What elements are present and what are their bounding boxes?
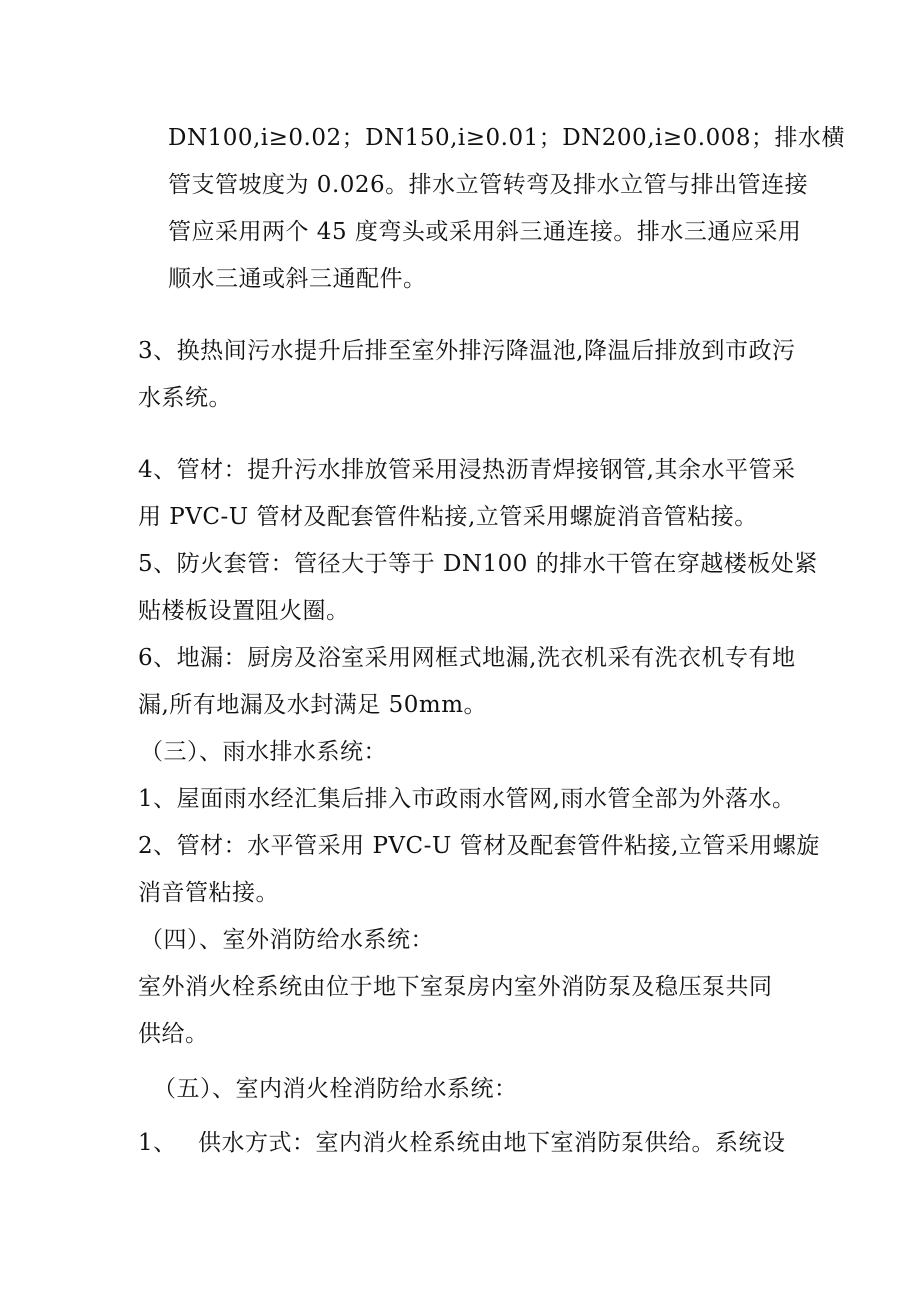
paragraph-line: 1、屋面雨水经汇集后排入市政雨水管网,雨水管全部为外落水。 — [138, 786, 796, 812]
section-heading: （五）、室内消火栓消防给水系统： — [153, 1076, 518, 1102]
paragraph-line: 3、换热间污水提升后排至室外排污降温池,降温后排放到市政污 — [138, 338, 796, 364]
section-heading: （三）、雨水排水系统： — [140, 739, 387, 765]
list-item-text: 供水方式：室内消火栓系统由地下室消防泵供给。系统设 — [198, 1130, 786, 1156]
paragraph-line: 4、管材：提升污水排放管采用浸热沥青焊接钢管,其余水平管采 — [138, 457, 796, 483]
list-item-number: 1、 — [138, 1130, 177, 1156]
paragraph-line: DN100,i≥0.02；DN150,i≥0.01；DN200,i≥0.008；排水横 — [168, 125, 845, 151]
paragraph-line: 顺水三通或斜三通配件。 — [168, 266, 427, 292]
paragraph-line: 水系统。 — [138, 385, 232, 411]
paragraph-line: 2、管材：水平管采用 PVC-U 管材及配套管件粘接,立管采用螺旋 — [138, 833, 820, 859]
paragraph-line: 消音管粘接。 — [138, 880, 279, 906]
paragraph-line: 5、防火套管：管径大于等于 DN100 的排水干管在穿越楼板处紧 — [138, 551, 818, 577]
paragraph-line: 漏,所有地漏及水封满足 50mm。 — [138, 692, 488, 718]
paragraph-line: 6、地漏：厨房及浴室采用网框式地漏,洗衣机采有洗衣机专有地 — [138, 645, 796, 671]
paragraph-line: 管应采用两个 45 度弯头或采用斜三通连接。排水三通应采用 — [168, 219, 802, 245]
paragraph-line: 用 PVC-U 管材及配套管件粘接,立管采用螺旋消音管粘接。 — [138, 504, 758, 530]
paragraph-line: 供给。 — [138, 1021, 209, 1047]
section-heading: （四）、室外消防给水系统： — [140, 927, 434, 953]
paragraph-line: 室外消火栓系统由位于地下室泵房内室外消防泵及稳压泵共同 — [138, 974, 773, 1000]
paragraph-line: 管支管坡度为 0.026。排水立管转弯及排水立管与排出管连接 — [168, 172, 809, 198]
paragraph-line: 贴楼板设置阻火圈。 — [138, 598, 350, 624]
